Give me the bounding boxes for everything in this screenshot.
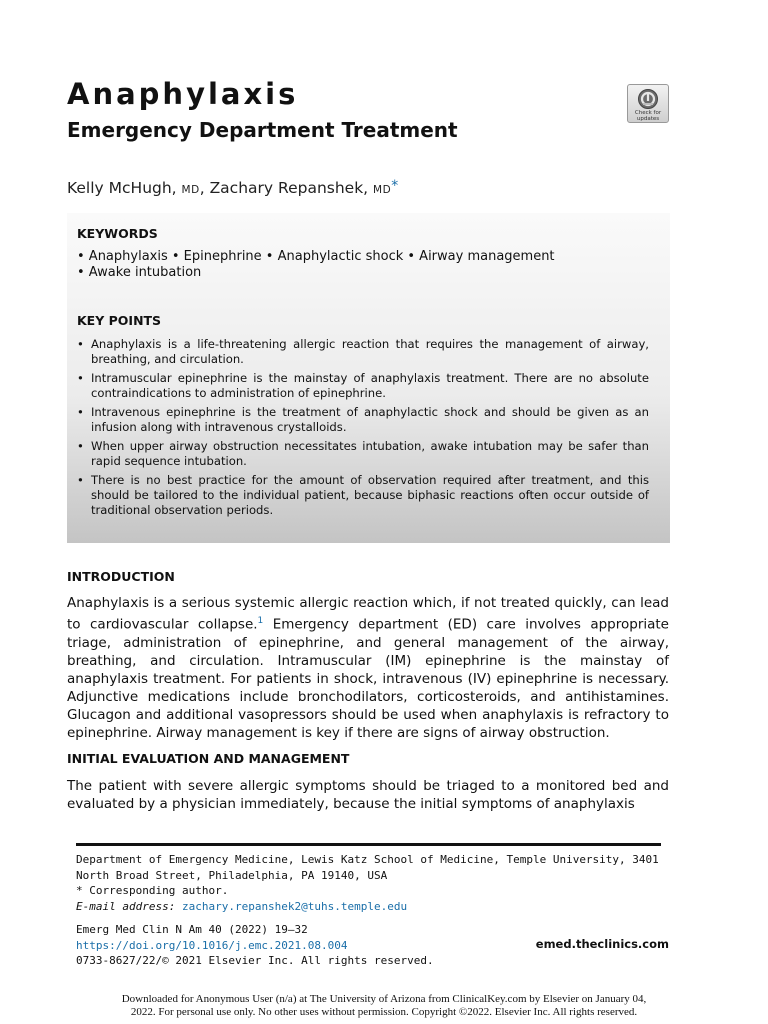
initial-evaluation-heading: INITIAL EVALUATION AND MANAGEMENT: [67, 751, 350, 766]
author-2: Zachary Repanshek,: [209, 179, 369, 197]
download-notice-line: 2022. For personal use only. No other uses without permission. Copyright ©2022. Elsevier Inc. All rights reserved.: [130, 1006, 638, 1018]
key-point-item: • When upper airway obstruction necessitates intubation, awake intubation may be safer than rapid sequence intubation.: [77, 439, 649, 469]
author-2-degree: MD: [373, 184, 392, 196]
initial-evaluation-paragraph: The patient with severe allergic symptoms should be triaged to a monitored bed and evaluated by a physician immediately, because the initial symptoms of anaphylaxis: [67, 778, 669, 812]
reference-1-link[interactable]: 1: [257, 616, 264, 626]
doi-link[interactable]: https://doi.org/10.1016/j.emc.2021.08.004: [76, 938, 348, 952]
journal-citation: Emerg Med Clin N Am 40 (2022) 19–32: [76, 923, 308, 936]
download-notice: [70, 993, 698, 1019]
copyright-line: 0733-8627/22/© 2021 Elsevier Inc. All rights reserved.: [76, 954, 434, 967]
key-point-item: • Anaphylaxis is a life-threatening allergic reaction that requires the management of airway, breathing, and circulation.: [77, 337, 649, 367]
keywords-heading: KEYWORDS: [77, 226, 158, 241]
badge-label-line1: Check for: [634, 110, 662, 116]
email-line: [76, 899, 666, 915]
affiliation-footnote: [76, 852, 666, 914]
author-line: [67, 176, 398, 200]
key-point-item: • Intravenous epinephrine is the treatment of anaphylactic shock and should be given as an infusion along with intravenous crystalloids.: [77, 405, 649, 435]
email-link[interactable]: zachary.repanshek2@tuhs.temple.edu: [181, 899, 408, 913]
intro-text-start: Anaphylaxis is a serious systemic allergic reaction which, if not treated quickly, can lead to cardiovascular collapse.: [67, 595, 669, 633]
key-points-list: [77, 337, 649, 522]
key-points-heading: KEY POINTS: [77, 313, 162, 328]
check-for-updates-badge[interactable]: [627, 84, 669, 123]
keywords-line: • Anaphylaxis • Epinephrine • Anaphylactic shock • Airway management: [77, 249, 555, 264]
journal-site-link[interactable]: emed.theclinics.com: [535, 937, 669, 951]
footnote-divider: [76, 843, 661, 846]
corresponding-author-marker[interactable]: *: [391, 178, 399, 194]
corresponding-author-note: * Corresponding author.: [76, 884, 229, 897]
keywords-keypoints-box: [67, 213, 670, 543]
keywords-list: [77, 249, 662, 281]
keywords-line: • Awake intubation: [77, 265, 202, 280]
email-label: E-mail address:: [76, 899, 176, 913]
badge-label-line2: updates: [636, 116, 660, 122]
author-1-degree: MD: [181, 184, 200, 196]
introduction-paragraph: [67, 594, 669, 742]
author-1: Kelly McHugh,: [67, 179, 177, 197]
introduction-heading: INTRODUCTION: [67, 569, 175, 584]
author-separator: ,: [199, 179, 210, 197]
intro-text-rest: Emergency department (ED) care involves appropriate triage, administration of epinephrine, and general management of the airway, breathing, and circulation. Intramuscular (IM) epinephrine is the mainstay of anaphylaxis treatment. For patients in shock, intravenous (IV) epinephrine is necessary. Adjunctive medications include bronchodilators, corticosteroids, and antihistamines. Glucagon and additional vasopressors should be used when anaphylaxis is refractory to epinephrine. Airway management is key if there are signs of airway obstruction.: [67, 616, 669, 741]
affiliation-line: Department of Emergency Medicine, Lewis Katz School of Medicine, Temple University, 3401: [76, 853, 659, 866]
crossmark-icon: [637, 88, 659, 110]
key-point-item: • Intramuscular epinephrine is the mainstay of anaphylaxis treatment. There are no absolute contraindications to administration of epinephrine.: [77, 371, 649, 401]
article-subtitle: Emergency Department Treatment: [67, 118, 458, 142]
affiliation-line: North Broad Street, Philadelphia, PA 19140, USA: [76, 868, 388, 882]
key-point-item: • There is no best practice for the amount of observation required after treatment, and this should be tailored to the individual patient, because biphasic reactions often occur outside of traditional observation periods.: [77, 473, 649, 518]
article-title: Anaphylaxis: [67, 77, 299, 111]
download-notice-line: Downloaded for Anonymous User (n/a) at The University of Arizona from ClinicalKey.com by Elsevier on January 04,: [121, 993, 647, 1005]
